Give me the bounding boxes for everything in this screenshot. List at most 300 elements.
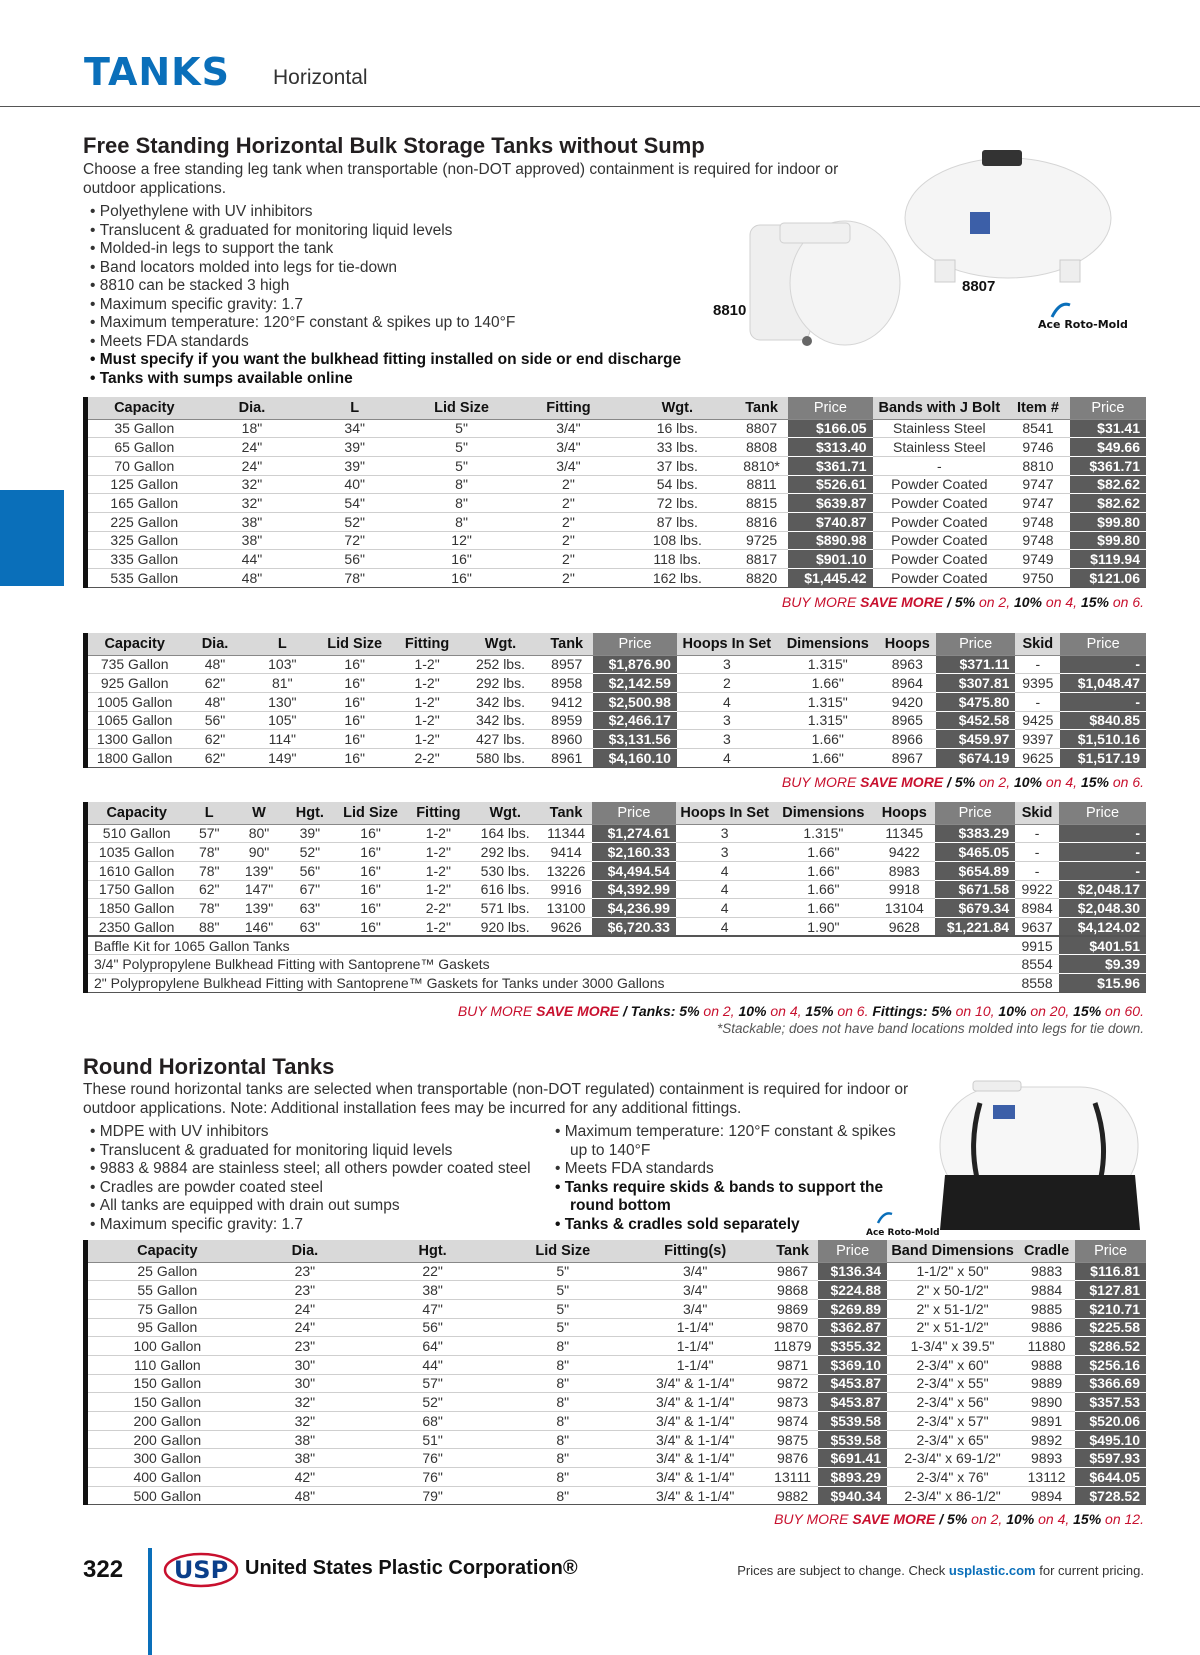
table-cell: 1-2"	[393, 674, 460, 693]
table-cell: $1,517.19	[1060, 748, 1146, 767]
table-cell: 925 Gallon	[86, 674, 182, 693]
tank-8810-image	[745, 215, 905, 350]
table-cell: 3/4"	[623, 1299, 767, 1318]
table-cell: 39"	[285, 824, 335, 843]
table-cell: 8815	[735, 494, 788, 513]
table-cell: 1.66"	[773, 861, 873, 880]
table-cell: 9748	[1006, 531, 1070, 550]
table-cell: 2" x 51-1/2"	[887, 1318, 1018, 1337]
section-title-round-horizontal: Round Horizontal Tanks	[83, 1054, 335, 1079]
column-header: Capacity	[86, 1240, 247, 1262]
accessory-item-number: 9915	[1015, 936, 1059, 955]
table-cell: $453.87	[818, 1374, 887, 1393]
table-cell: $3,131.56	[593, 730, 677, 749]
table-cell: 9893	[1018, 1449, 1075, 1468]
table-cell: $82.62	[1070, 475, 1146, 494]
side-tab-marker	[0, 490, 64, 586]
table-cell: 400 Gallon	[86, 1468, 247, 1487]
table-row	[86, 1449, 1147, 1468]
table-cell: 8810*	[735, 456, 788, 475]
table-oval-horizontal-tanks	[83, 802, 1146, 993]
table-cell: 162 lbs.	[620, 569, 735, 588]
table-row	[86, 1299, 1147, 1318]
table-cell: 16"	[406, 550, 517, 569]
table-cell: 1610 Gallon	[86, 861, 186, 880]
table-cell: 56"	[363, 1318, 502, 1337]
column-header: Dimensions	[777, 633, 879, 655]
table-cell: 100 Gallon	[86, 1337, 247, 1356]
table-cell: 342 lbs.	[461, 711, 541, 730]
table-cell: 2-3/4" x 86-1/2"	[887, 1486, 1018, 1505]
table-cell: 81"	[249, 674, 316, 693]
table-cell: -	[873, 456, 1007, 475]
table-cell: 118 lbs.	[620, 550, 735, 569]
table-cell: $840.85	[1060, 711, 1146, 730]
table-cell: 9876	[767, 1449, 818, 1468]
table-cell: 76"	[363, 1468, 502, 1487]
table-cell: $901.10	[788, 550, 872, 569]
table-cell: 13226	[540, 861, 592, 880]
table-cell: 3	[676, 843, 774, 862]
ace-roto-mold-logo-2: Ace Roto-Mold	[866, 1220, 940, 1239]
table-row	[86, 655, 1147, 674]
table-cell: 5"	[502, 1262, 623, 1281]
table-cell: 1750 Gallon	[86, 880, 186, 899]
table-cell: 38"	[363, 1281, 502, 1300]
table-cell: 62"	[185, 880, 233, 899]
table-cell: 11880	[1018, 1337, 1075, 1356]
table-cell: $136.34	[818, 1262, 887, 1281]
section-title-free-standing: Free Standing Horizontal Bulk Storage Tanks without Sump	[83, 133, 705, 158]
table-cell: 16"	[316, 711, 393, 730]
usp-logo-icon	[163, 1550, 239, 1590]
table-cell: 38"	[247, 1430, 363, 1449]
table-cell: 68"	[363, 1412, 502, 1431]
table-cell: Stainless Steel	[873, 438, 1007, 457]
table-cell: 70 Gallon	[86, 456, 201, 475]
table-cell: 9422	[873, 843, 935, 862]
table-cell: 2"	[517, 550, 620, 569]
table-cell: 3/4" & 1-1/4"	[623, 1412, 767, 1431]
table-cell: 1-1/2" x 50"	[887, 1262, 1018, 1281]
table-cell: 2" x 50-1/2"	[887, 1281, 1018, 1300]
table-cell: 146"	[233, 917, 285, 936]
column-header: Bands with J Bolt	[873, 397, 1007, 419]
table-body	[86, 419, 1147, 587]
table-cell: 72 lbs.	[620, 494, 735, 513]
table-cell: 11344	[540, 824, 592, 843]
table-row	[86, 1355, 1147, 1374]
table-cell: 1005 Gallon	[86, 692, 182, 711]
table-cell: 8983	[873, 861, 935, 880]
table-cell: $1,048.47	[1060, 674, 1146, 693]
table-cell: 3/4" & 1-1/4"	[623, 1468, 767, 1487]
usp-logo	[163, 1550, 239, 1595]
table-cell: $691.41	[818, 1449, 887, 1468]
table-cell: 3/4"	[517, 419, 620, 438]
table-cell: 52"	[303, 512, 406, 531]
table-cell: 9892	[1018, 1430, 1075, 1449]
table-cell: 8807	[735, 419, 788, 438]
table-cell: 535 Gallon	[86, 569, 201, 588]
table-cell: $654.89	[935, 861, 1015, 880]
column-header: Dia.	[247, 1240, 363, 1262]
column-header: Fitting	[406, 802, 470, 824]
table-cell: 25 Gallon	[86, 1262, 247, 1281]
table-body	[86, 824, 1147, 992]
table-cell: 3/4" & 1-1/4"	[623, 1486, 767, 1505]
table-cell: 9871	[767, 1355, 818, 1374]
table-cell: 9412	[540, 692, 593, 711]
stackable-footnote: *Stackable; does not have band locations molded into legs for tie down.	[716, 1021, 1144, 1036]
table-cell: 1-3/4" x 39.5"	[887, 1337, 1018, 1356]
table-cell: 8966	[879, 730, 936, 749]
table-cell: $361.71	[1070, 456, 1146, 475]
round-tank-with-cradle-image	[935, 1075, 1145, 1235]
table-cell: 16"	[406, 569, 517, 588]
table-cell: $307.81	[936, 674, 1016, 693]
table-cell: 200 Gallon	[86, 1430, 247, 1449]
table-cell: 1-2"	[393, 711, 460, 730]
image-label-8810: 8810	[713, 302, 747, 319]
list-item: • Tanks with sumps available online	[90, 370, 750, 389]
table-cell: 4	[677, 748, 777, 767]
table-cell: 9874	[767, 1412, 818, 1431]
table-cell: 571 lbs.	[470, 899, 540, 918]
table-cell: 9625	[1015, 748, 1060, 767]
table-cell: $1,445.42	[788, 569, 872, 588]
table-cell: 3	[677, 711, 777, 730]
image-label-8807: 8807	[962, 278, 996, 295]
table-cell: 9922	[1015, 880, 1059, 899]
table-cell: -	[1059, 843, 1146, 862]
table-cell: 580 lbs.	[461, 748, 541, 767]
table-cell: 8961	[540, 748, 593, 767]
company-name: United States Plastic Corporation®	[245, 1557, 578, 1579]
table-cell: 13111	[767, 1468, 818, 1487]
table-cell: 5"	[502, 1318, 623, 1337]
table-cell: $256.16	[1075, 1355, 1146, 1374]
table-cell: 44"	[363, 1355, 502, 1374]
column-header: Price	[935, 802, 1015, 824]
table-cell: 292 lbs.	[470, 843, 540, 862]
ace-logo-swoosh-icon	[1050, 301, 1072, 319]
list-item: • Translucent & graduated for monitoring liquid levels	[90, 1142, 560, 1161]
table-cell: 23"	[247, 1337, 363, 1356]
column-header: Price	[592, 802, 676, 824]
page-title: TANKS	[84, 50, 230, 94]
table-cell: 9626	[540, 917, 592, 936]
table-cell: 51"	[363, 1430, 502, 1449]
table-header-row	[86, 1240, 1147, 1262]
feature-list-free-standing	[90, 203, 750, 388]
table-cell: 252 lbs.	[461, 655, 541, 674]
table-row	[86, 569, 1147, 588]
column-header: Price	[1060, 633, 1146, 655]
table-cell: -	[1015, 824, 1059, 843]
table-cell: 76"	[363, 1449, 502, 1468]
table-cell: 9889	[1018, 1374, 1075, 1393]
table-cell: 8967	[879, 748, 936, 767]
column-header: Hoops	[873, 802, 935, 824]
table-cell: $99.80	[1070, 512, 1146, 531]
table-cell: $4,494.54	[592, 861, 676, 880]
table-cell: 1-1/4"	[623, 1355, 767, 1374]
table-cell: 23"	[247, 1262, 363, 1281]
table-cell: 5"	[502, 1299, 623, 1318]
table-cell: 9890	[1018, 1393, 1075, 1412]
column-header: Band Dimensions	[887, 1240, 1018, 1262]
table-cell: -	[1015, 861, 1059, 880]
table-cell: 9888	[1018, 1355, 1075, 1374]
table-cell: 8"	[406, 512, 517, 531]
table-cell: 22"	[363, 1262, 502, 1281]
table-cell: 16"	[316, 692, 393, 711]
table-cell: 5"	[502, 1281, 623, 1300]
table-cell: 8808	[735, 438, 788, 457]
table-cell: $674.19	[936, 748, 1016, 767]
column-header: Tank	[540, 633, 593, 655]
column-header: Lid Size	[502, 1240, 623, 1262]
table-cell: -	[1060, 692, 1146, 711]
table-cell: 39"	[303, 456, 406, 475]
list-item: • MDPE with UV inhibitors	[90, 1123, 560, 1142]
table-cell: 8"	[502, 1337, 623, 1356]
table-cell: 18"	[201, 419, 304, 438]
table-cell: 1.90"	[773, 917, 873, 936]
table-cell: 9883	[1018, 1262, 1075, 1281]
table-cell: $644.05	[1075, 1468, 1146, 1487]
table-cell: -	[1015, 843, 1059, 862]
table-cell: 3/4" & 1-1/4"	[623, 1374, 767, 1393]
column-header: Hoops In Set	[676, 802, 774, 824]
table-cell: 9885	[1018, 1299, 1075, 1318]
table-cell: 44"	[201, 550, 304, 569]
table-cell: 39"	[303, 438, 406, 457]
table-cell: 4	[676, 899, 774, 918]
table-cell: 8"	[502, 1355, 623, 1374]
table-cell: $2,160.33	[592, 843, 676, 862]
list-item: • Maximum specific gravity: 1.7	[90, 296, 750, 315]
table-body	[86, 1262, 1147, 1505]
table-cell: 48"	[181, 655, 248, 674]
page-subtitle: Horizontal	[273, 66, 368, 89]
table-cell: 2350 Gallon	[86, 917, 186, 936]
column-header: Tank	[767, 1240, 818, 1262]
table-cell: 8"	[502, 1449, 623, 1468]
list-item: • Must specify if you want the bulkhead fitting installed on side or end discharge	[90, 351, 750, 370]
table-cell: 9886	[1018, 1318, 1075, 1337]
list-item: • Polyethylene with UV inhibitors	[90, 203, 750, 222]
table-row	[86, 1468, 1147, 1487]
table-cell: 2-3/4" x 60"	[887, 1355, 1018, 1374]
list-item: • Band locators molded into legs for tie-down	[90, 259, 750, 278]
table-cell: 200 Gallon	[86, 1412, 247, 1431]
column-header: Dia.	[181, 633, 248, 655]
table-cell: 1-2"	[406, 917, 470, 936]
table-cell: 9395	[1015, 674, 1060, 693]
table-cell: 3	[677, 730, 777, 749]
table-cell: 105"	[249, 711, 316, 730]
table-cell: 64"	[363, 1337, 502, 1356]
table-cell: 9875	[767, 1430, 818, 1449]
column-header: Capacity	[86, 802, 186, 824]
accessory-row	[86, 974, 1147, 993]
table-cell: $2,048.30	[1059, 899, 1146, 918]
table-cell: 9869	[767, 1299, 818, 1318]
table-cell: Powder Coated	[873, 531, 1007, 550]
table-cell: 3	[676, 824, 774, 843]
table-cell: 52"	[285, 843, 335, 862]
table-cell: 16"	[335, 917, 407, 936]
table-row	[86, 1393, 1147, 1412]
table-row	[86, 438, 1147, 457]
table-cell: 3/4" & 1-1/4"	[623, 1430, 767, 1449]
usplastic-link[interactable]: usplastic.com	[948, 1563, 1036, 1578]
table-cell: 9750	[1006, 569, 1070, 588]
table-cell: 79"	[363, 1486, 502, 1505]
table-cell: $526.61	[788, 475, 872, 494]
table-cell: 4	[676, 880, 774, 899]
table-cell: $539.58	[818, 1430, 887, 1449]
table-cell: 1.66"	[773, 880, 873, 899]
table-cell: 12"	[406, 531, 517, 550]
table-cell: 16"	[316, 674, 393, 693]
column-header: L	[249, 633, 316, 655]
table-cell: 65 Gallon	[86, 438, 201, 457]
table-cell: 78"	[185, 861, 233, 880]
table-cell: 1-2"	[406, 861, 470, 880]
table-cell: 4	[676, 917, 774, 936]
table-cell: 62"	[181, 674, 248, 693]
list-item: • Meets FDA standards	[90, 333, 750, 352]
table-cell: Powder Coated	[873, 569, 1007, 588]
table-cell: 500 Gallon	[86, 1486, 247, 1505]
table-cell: 9884	[1018, 1281, 1075, 1300]
table-cell: 38"	[201, 512, 304, 531]
table-row	[86, 1412, 1147, 1431]
column-header: Capacity	[86, 397, 201, 419]
column-header: Skid	[1015, 633, 1060, 655]
table-cell: 3/4" & 1-1/4"	[623, 1393, 767, 1412]
table-cell: $4,124.02	[1059, 917, 1146, 936]
table-cell: 90"	[233, 843, 285, 862]
table-cell: 4	[677, 692, 777, 711]
table-body	[86, 655, 1147, 767]
table-cell: 9867	[767, 1262, 818, 1281]
table-cell: -	[1060, 655, 1146, 674]
table-cell: 3/4"	[517, 456, 620, 475]
buy-more-note-4: BUY MORE SAVE MORE / 5% on 2, 10% on 4, 15% on 12.	[774, 1511, 1144, 1527]
table-cell: 75 Gallon	[86, 1299, 247, 1318]
table-cell: $679.34	[935, 899, 1015, 918]
table-cell: 11345	[873, 824, 935, 843]
accessory-row	[86, 936, 1147, 955]
table-cell: 32"	[201, 475, 304, 494]
list-item: • Maximum specific gravity: 1.7	[90, 1216, 560, 1235]
table-cell: 42"	[247, 1468, 363, 1487]
table-cell: 1850 Gallon	[86, 899, 186, 918]
column-header: Cradle	[1018, 1240, 1075, 1262]
column-header: Lid Size	[406, 397, 517, 419]
table-cell: 48"	[247, 1486, 363, 1505]
table-header-row	[86, 633, 1147, 655]
table-cell: 9397	[1015, 730, 1060, 749]
column-header: Price	[1070, 397, 1146, 419]
table-cell: -	[1015, 692, 1060, 711]
table-cell: 24"	[247, 1318, 363, 1337]
table-cell: 1065 Gallon	[86, 711, 182, 730]
table-cell: 8"	[502, 1374, 623, 1393]
tank-8807-image	[900, 140, 1115, 285]
header-divider	[0, 106, 1200, 107]
table-cell: $366.69	[1075, 1374, 1146, 1393]
feature-list-round-right	[555, 1123, 925, 1234]
table-cell: 30"	[247, 1355, 363, 1374]
column-header: Fitting	[393, 633, 460, 655]
accessory-item-number: 8554	[1015, 955, 1059, 974]
ace-roto-mold-logo: Ace Roto-Mold	[1038, 313, 1128, 332]
table-cell: 9894	[1018, 1486, 1075, 1505]
table-cell: 2-3/4" x 57"	[887, 1412, 1018, 1431]
table-cell: 8965	[879, 711, 936, 730]
table-cell: 9725	[735, 531, 788, 550]
table-cell: 30"	[247, 1374, 363, 1393]
table-cell: $6,720.33	[592, 917, 676, 936]
table-cell: 56"	[285, 861, 335, 880]
table-cell: 147"	[233, 880, 285, 899]
table-cell: 16"	[316, 655, 393, 674]
column-header: Wgt.	[470, 802, 540, 824]
table-cell: 735 Gallon	[86, 655, 182, 674]
column-header: Hoops In Set	[677, 633, 777, 655]
table-cell: -	[1015, 655, 1060, 674]
table-cell: 150 Gallon	[86, 1374, 247, 1393]
table-cell: 8"	[502, 1468, 623, 1487]
table-cell: $4,160.10	[593, 748, 677, 767]
list-item: • Molded-in legs to support the tank	[90, 240, 750, 259]
table-cell: 8964	[879, 674, 936, 693]
column-header: Wgt.	[461, 633, 541, 655]
accessory-price: $15.96	[1059, 974, 1146, 993]
table-cell: 16"	[335, 880, 407, 899]
table-cell: 8817	[735, 550, 788, 569]
column-header: L	[185, 802, 233, 824]
table-cell: 5"	[406, 419, 517, 438]
column-header: Price	[936, 633, 1016, 655]
table-cell: 8958	[540, 674, 593, 693]
pricing-disclaimer: Prices are subject to change. Check usplastic.com for current pricing.	[737, 1563, 1144, 1578]
table-cell: $121.06	[1070, 569, 1146, 588]
table-cell: 11879	[767, 1337, 818, 1356]
table-cell: $99.80	[1070, 531, 1146, 550]
table-cell: 130"	[249, 692, 316, 711]
table-row	[86, 861, 1147, 880]
table-cell: $369.10	[818, 1355, 887, 1374]
table-cell: 4	[676, 861, 774, 880]
table-cell: 8"	[406, 475, 517, 494]
table-row	[86, 692, 1147, 711]
table-cell: 2-2"	[393, 748, 460, 767]
accessory-description: 3/4" Polypropylene Bulkhead Fitting with Santoprene™ Gaskets	[86, 955, 1016, 974]
table-cell: $313.40	[788, 438, 872, 457]
table-row	[86, 419, 1147, 438]
column-header: Tank	[540, 802, 592, 824]
table-row	[86, 1262, 1147, 1281]
list-item: • Tanks & cradles sold separately	[555, 1216, 925, 1235]
table-header-row	[86, 397, 1147, 419]
table-cell: 139"	[233, 861, 285, 880]
